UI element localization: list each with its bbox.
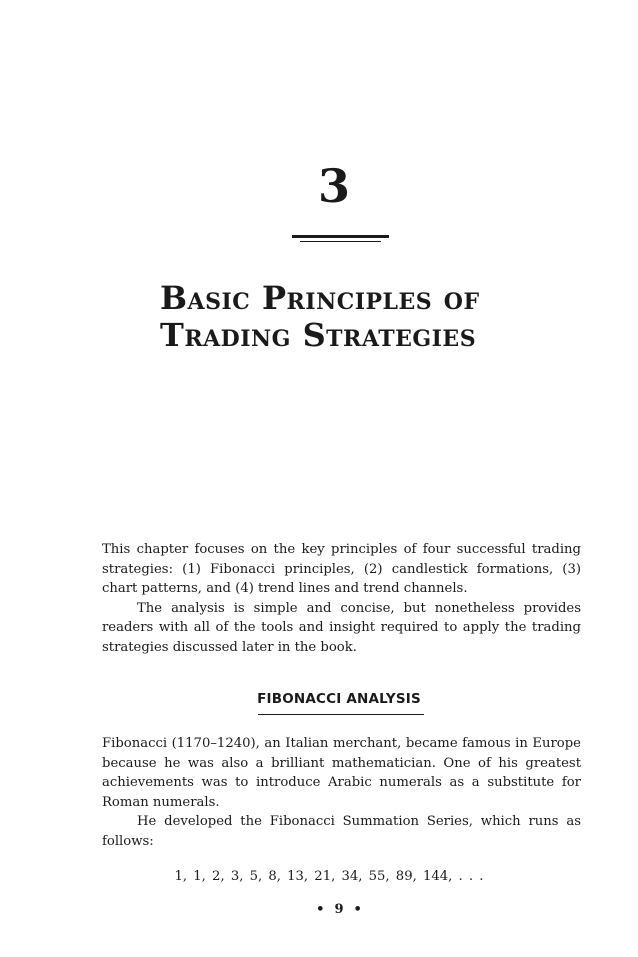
fibonacci-series: 1, 1, 2, 3, 5, 8, 13, 21, 34, 55, 89, 144, . . . (174, 869, 484, 884)
page-footer (0, 902, 638, 917)
fibonacci-paragraph-2: He developed the Fibonacci Summation Series, which runs as follows: (102, 814, 581, 849)
section-heading-rule (258, 714, 424, 715)
section-heading: FIBONACCI ANALYSIS (257, 691, 421, 707)
chapter-rule-thin (300, 241, 381, 242)
chapter-title-line-1: Basic Principles of (160, 279, 480, 317)
fibonacci-text (102, 734, 581, 851)
chapter-title (160, 280, 580, 354)
chapter-rule-thick (292, 235, 389, 238)
footer-bullet-right: • (353, 902, 362, 917)
footer-bullet-left: • (316, 902, 325, 917)
intro-paragraph-1: This chapter focuses on the key principles of four successful trading strategies: (1) Fibonacci principles, (2) candlestick formations, (3) chart patterns, and (4) trend lines and trend channels. (102, 542, 581, 596)
chapter-title-line-2: Trading Strategies (160, 316, 477, 354)
page-number: 9 (334, 902, 344, 917)
intro-text (102, 540, 581, 657)
chapter-number: 3 (317, 159, 350, 213)
intro-paragraph-2: The analysis is simple and concise, but nonetheless provides readers with all of the tools and insight required to apply the trading strategies discussed later in the book. (102, 600, 581, 655)
fibonacci-paragraph-1: Fibonacci (1170–1240), an Italian merchant, became famous in Europe because he was also a brilliant mathematician. One of his greatest achievements was to introduce Arabic numerals as a substitute for Roman numerals. (102, 736, 581, 810)
